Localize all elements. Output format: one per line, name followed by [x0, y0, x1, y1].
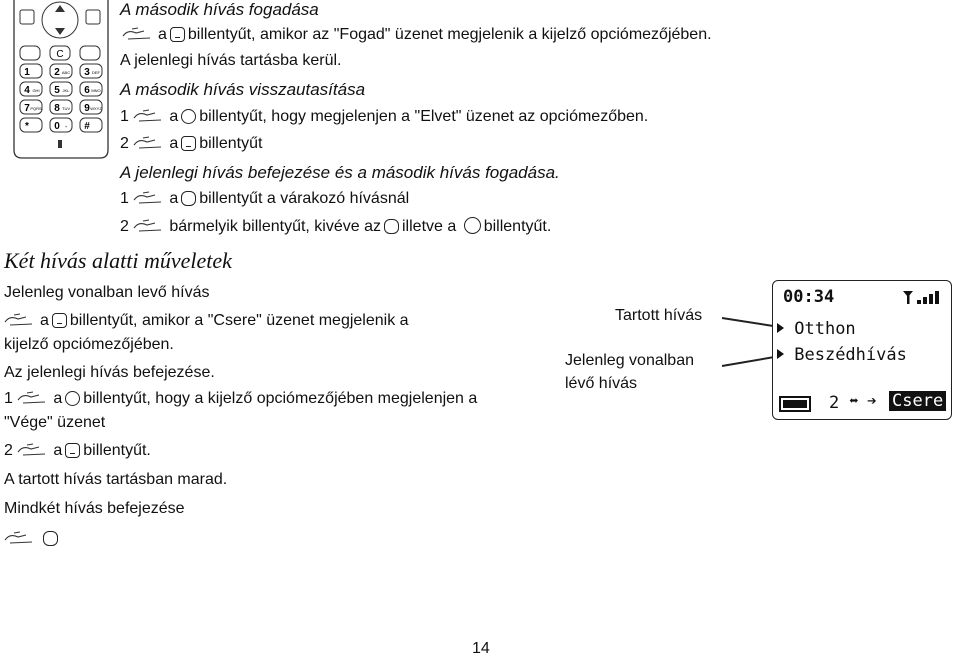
- para-end-step1: 1 a billentyűt, hogy a kijelző opciómezőjében megjelenjen a: [4, 390, 478, 407]
- signal-icon: [903, 289, 945, 305]
- active-call-type: Beszédhívás: [794, 345, 907, 365]
- line-answer-second: a billentyűt, amikor az "Fogad" üzenet megjelenik a kijelző opciómezőjében.: [122, 26, 712, 44]
- svg-text:C: C: [56, 49, 64, 60]
- battery-icon: [779, 396, 813, 412]
- para-swap-cont: kijelző opciómezőjében.: [4, 336, 174, 353]
- keypad-key-letters: DEF: [92, 70, 100, 75]
- keypad-key-letters: PQRS: [30, 106, 42, 111]
- keypad-key-digit: 8: [54, 103, 60, 114]
- line-call-held: A jelenlegi hívás tartásba kerül.: [120, 52, 342, 69]
- keypad-key-digit: 6: [84, 85, 90, 96]
- para-held-remains: A tartott hívás tartásban marad.: [4, 471, 228, 488]
- para-end-current: Az jelenlegi hívás befejezése.: [4, 364, 215, 381]
- line-reject-step2: 2 a billentyűt: [120, 135, 263, 152]
- para-end-step2: 2 a billentyűt.: [4, 442, 151, 459]
- line-reject-step1: 1 a billentyűt, hogy megjelenjen a "Elvet" üzenet az opciómezőben.: [120, 108, 649, 125]
- keypad-key-letters: JKL: [62, 88, 70, 93]
- heading-end-and-answer: A jelenlegi hívás befejezése és a második hívás fogadása.: [120, 163, 560, 182]
- keypad-key-digit: 0: [54, 121, 60, 132]
- heading-reject-second-call: A második hívás visszautasítása: [120, 80, 366, 99]
- held-call-row: [777, 319, 856, 339]
- section-title: Két hívás alatti műveletek: [4, 248, 232, 273]
- para-swap: a billentyűt, amikor a "Csere" üzenet megjelenik a: [4, 312, 409, 330]
- keypad-key-letters: GHI: [32, 88, 40, 93]
- arrow-right-icon: [777, 323, 784, 333]
- page-number: 14: [472, 640, 490, 657]
- keypad-key-digit: 9: [84, 103, 90, 114]
- keypad-key-digit: 7: [24, 103, 30, 114]
- label-held-call: Tartott hívás: [615, 307, 703, 324]
- keypad-key-digit: 4: [24, 85, 30, 96]
- label-active-call-1: Jelenleg vonalban: [565, 352, 694, 369]
- para-end-both: Mindkét hívás befejezése: [4, 500, 185, 517]
- para-active-call: Jelenleg vonalban levő hívás: [4, 284, 210, 301]
- keypad-key-letters: +: [64, 124, 68, 129]
- arrow-right-icon: [777, 349, 784, 359]
- line-end-answer-step1: 1 a billentyűt a várakozó hívásnál: [120, 190, 410, 207]
- keypad-key-digit: 5: [54, 85, 60, 96]
- keypad-key-digit: #: [84, 121, 90, 132]
- held-call-name: Otthon: [794, 319, 856, 339]
- phone-display: [772, 280, 952, 420]
- keypad-key-digit: 2: [54, 67, 60, 78]
- active-call-row: [777, 345, 907, 365]
- keypad-key-letters: MNO: [91, 88, 101, 93]
- keypad-key-letters: ABC: [61, 70, 71, 75]
- keypad-key-digit: 3: [84, 67, 90, 78]
- swap-arrows-icon: ⬌: [849, 391, 859, 410]
- heading-answer-second-call: A második hívás fogadása: [120, 0, 319, 19]
- arrow-right-icon: ➔: [867, 391, 877, 410]
- softkey-bar: [773, 389, 951, 419]
- call-timer: 00:34: [783, 287, 835, 307]
- keypad-key-digit: *: [25, 121, 29, 132]
- label-active-call-2: lévő hívás: [565, 375, 638, 392]
- call-count: 2: [829, 393, 840, 413]
- line-end-answer-step2: 2 bármelyik billentyűt, kivéve az illetve a billentyűt.: [120, 218, 552, 235]
- keypad-key-letters: WXYZ: [90, 106, 102, 111]
- para-end-step1-cont: "Vége" üzenet: [4, 414, 106, 431]
- softkey-swap[interactable]: Csere: [889, 391, 946, 411]
- keypad-key-digit: 1: [24, 67, 30, 78]
- keypad-key-letters: TUV: [62, 106, 70, 111]
